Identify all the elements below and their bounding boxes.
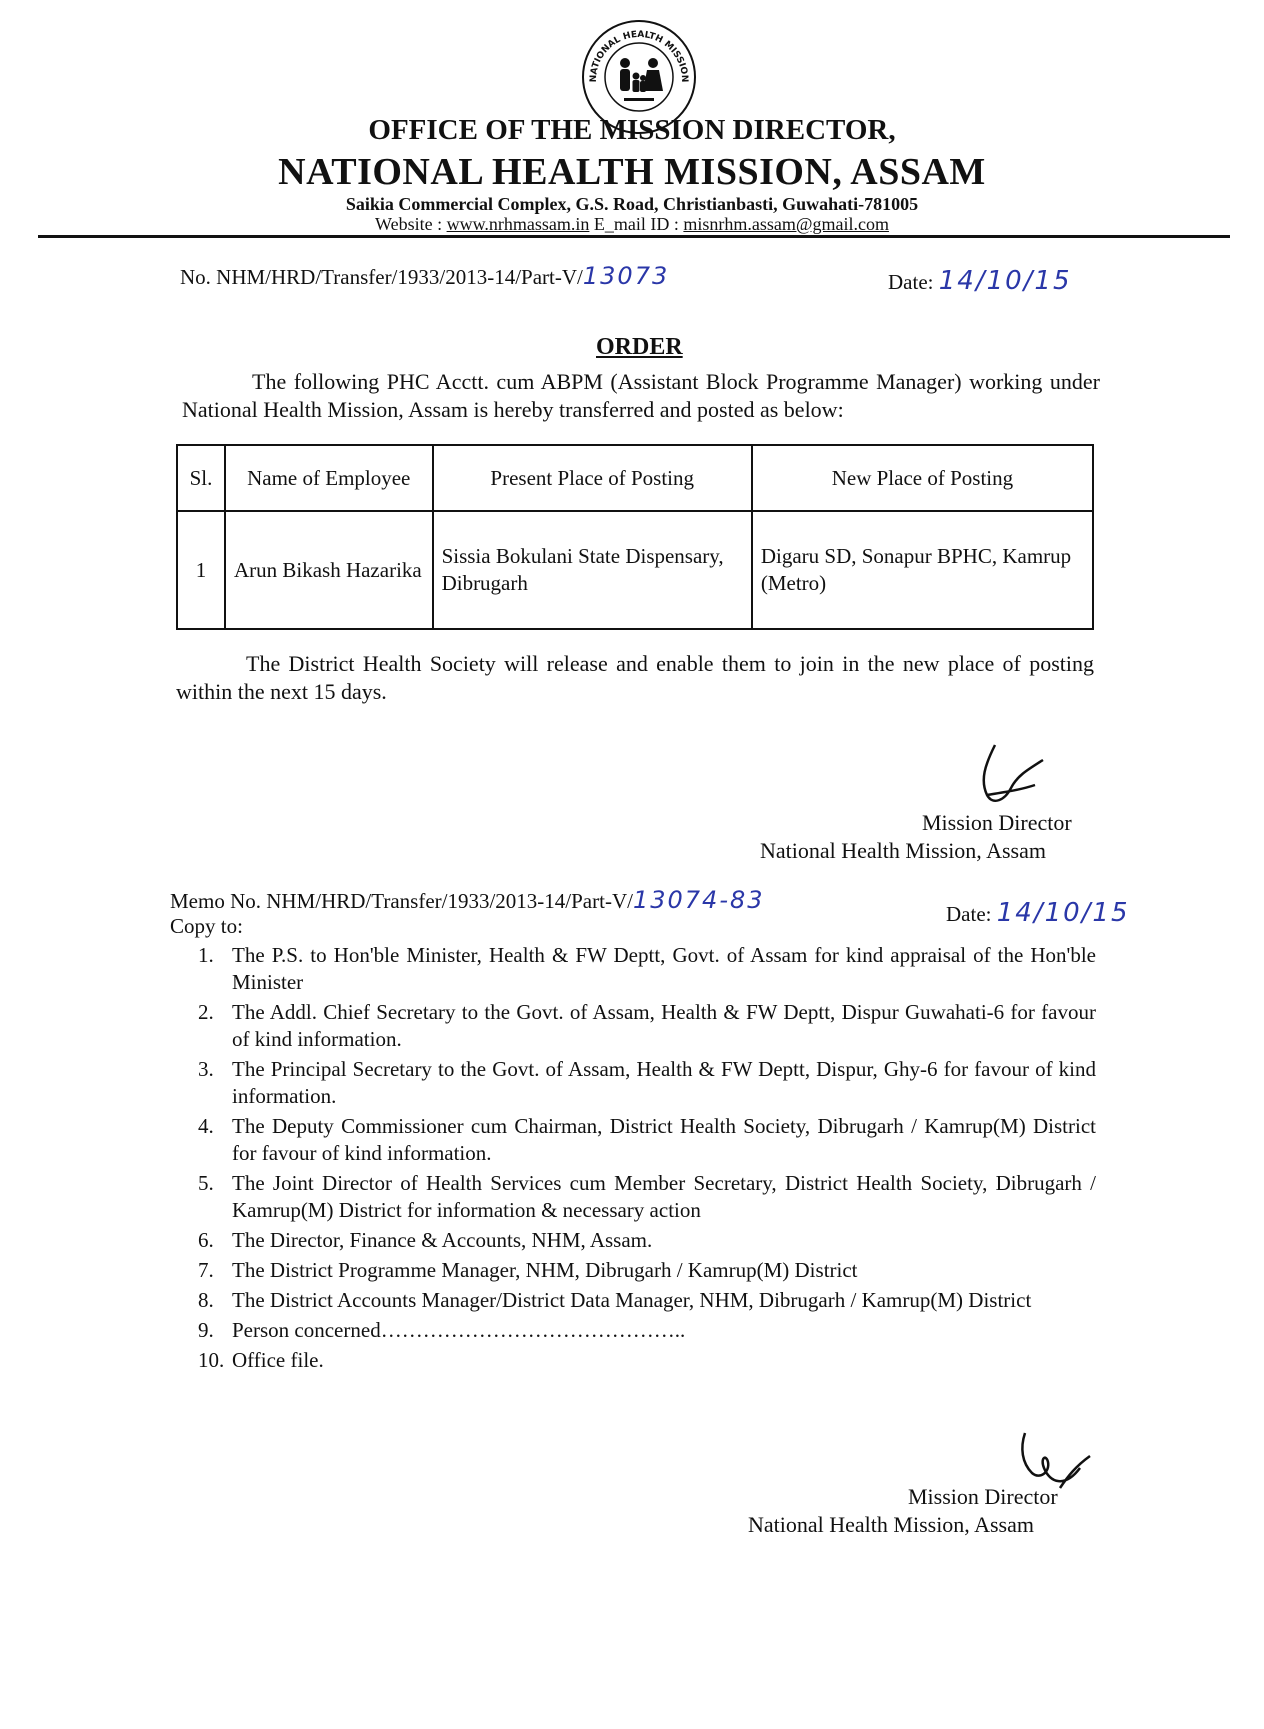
copy-list — [198, 942, 1096, 1377]
memo-number-handwritten: 13074-83 — [632, 886, 765, 914]
memo-number — [170, 886, 765, 914]
header-sl: Sl. — [177, 445, 225, 511]
contact-line — [0, 214, 1264, 235]
memo-date-label: Date: — [946, 902, 997, 926]
cell-new-posting: Digaru SD, Sonapur BPHC, Kamrup (Metro) — [752, 511, 1093, 629]
list-item: 2. The Addl. Chief Secretary to the Govt. of Assam, Health & FW Deptt, Dispur Guwahati-6 for favour of kind information. — [198, 1000, 1096, 1051]
header-present-posting: Present Place of Posting — [433, 445, 752, 511]
website-label: Website : — [375, 214, 447, 234]
website-link[interactable]: www.nrhmassam.in — [446, 214, 590, 234]
list-item: 8. The District Accounts Manager/District Data Manager, NHM, Dibrugarh / Kamrup(M) District — [198, 1288, 1032, 1312]
list-item: 3. The Principal Secretary to the Govt. of Assam, Health & FW Deptt, Dispur, Ghy-6 for favour of kind information. — [198, 1057, 1096, 1108]
office-heading: OFFICE OF THE MISSION DIRECTOR, — [368, 114, 896, 146]
email-link[interactable]: misnrhm.assam@gmail.com — [683, 214, 889, 234]
memo-number-prefix: Memo No. NHM/HRD/Transfer/1933/2013-14/Part-V/ — [170, 889, 633, 913]
header-new-posting: New Place of Posting — [752, 445, 1093, 511]
signature-mark — [965, 740, 1055, 820]
signatory-title: Mission Director — [908, 1484, 1058, 1509]
memo-date — [946, 898, 1130, 928]
list-item: 10. Office file. — [198, 1348, 324, 1372]
order-date — [888, 266, 1072, 296]
order-title: ORDER — [596, 334, 683, 360]
list-item: 7. The District Programme Manager, NHM, Dibrugarh / Kamrup(M) District — [198, 1258, 858, 1282]
signatory-organisation: National Health Mission, Assam — [760, 838, 1046, 863]
office-address: Saikia Commercial Complex, G.S. Road, Christianbasti, Guwahati-781005 — [345, 194, 919, 214]
table-row — [177, 511, 1093, 629]
signatory-title: Mission Director — [922, 810, 1072, 835]
list-item: 9. Person concerned…………………………………….. — [198, 1318, 686, 1342]
cell-employee-name: Arun Bikash Hazarika — [225, 511, 433, 629]
list-item: 5. The Joint Director of Health Services cum Member Secretary, District Health Society, Dibrugarh / Kamrup(M) District for information & necessary action — [198, 1171, 1096, 1222]
organisation-heading: NATIONAL HEALTH MISSION, ASSAM — [278, 151, 986, 193]
order-date-handwritten: 14/10/15 — [938, 266, 1072, 296]
order-number-prefix: No. NHM/HRD/Transfer/1933/2013-14/Part-V/ — [180, 265, 583, 289]
release-paragraph: The District Health Society will release and enable them to join in the new place of posting within the next 15 days. — [176, 651, 1094, 704]
list-item: 6. The Director, Finance & Accounts, NHM, Assam. — [198, 1228, 653, 1252]
cell-sl: 1 — [177, 511, 225, 629]
cell-present-posting: Sissia Bokulani State Dispensary, Dibrugarh — [433, 511, 752, 629]
order-intro: The following PHC Acctt. cum ABPM (Assistant Block Programme Manager) working under National Health Mission, Assam is hereby transferred and posted as below: — [182, 369, 1100, 422]
logo-text: NATIONAL HEALTH MISSION — [588, 29, 690, 83]
email-label: E_mail ID : — [589, 214, 684, 234]
table-header-row — [177, 445, 1093, 511]
signatory-organisation: National Health Mission, Assam — [748, 1512, 1034, 1537]
memo-date-handwritten: 14/10/15 — [996, 898, 1130, 928]
order-number-handwritten: 13073 — [582, 262, 670, 290]
order-number — [180, 262, 669, 290]
list-item: 4. The Deputy Commissioner cum Chairman, District Health Society, Dibrugarh / Kamrup(M) District for favour of kind information. — [198, 1114, 1096, 1165]
order-date-label: Date: — [888, 270, 939, 294]
list-item: 1. The P.S. to Hon'ble Minister, Health & FW Deptt, Govt. of Assam for kind appraisal of the Hon'ble Minister — [198, 943, 1096, 994]
transfer-table — [176, 444, 1094, 630]
header-name: Name of Employee — [225, 445, 433, 511]
header-divider — [38, 235, 1230, 238]
copy-to-label: Copy to: — [170, 914, 243, 938]
